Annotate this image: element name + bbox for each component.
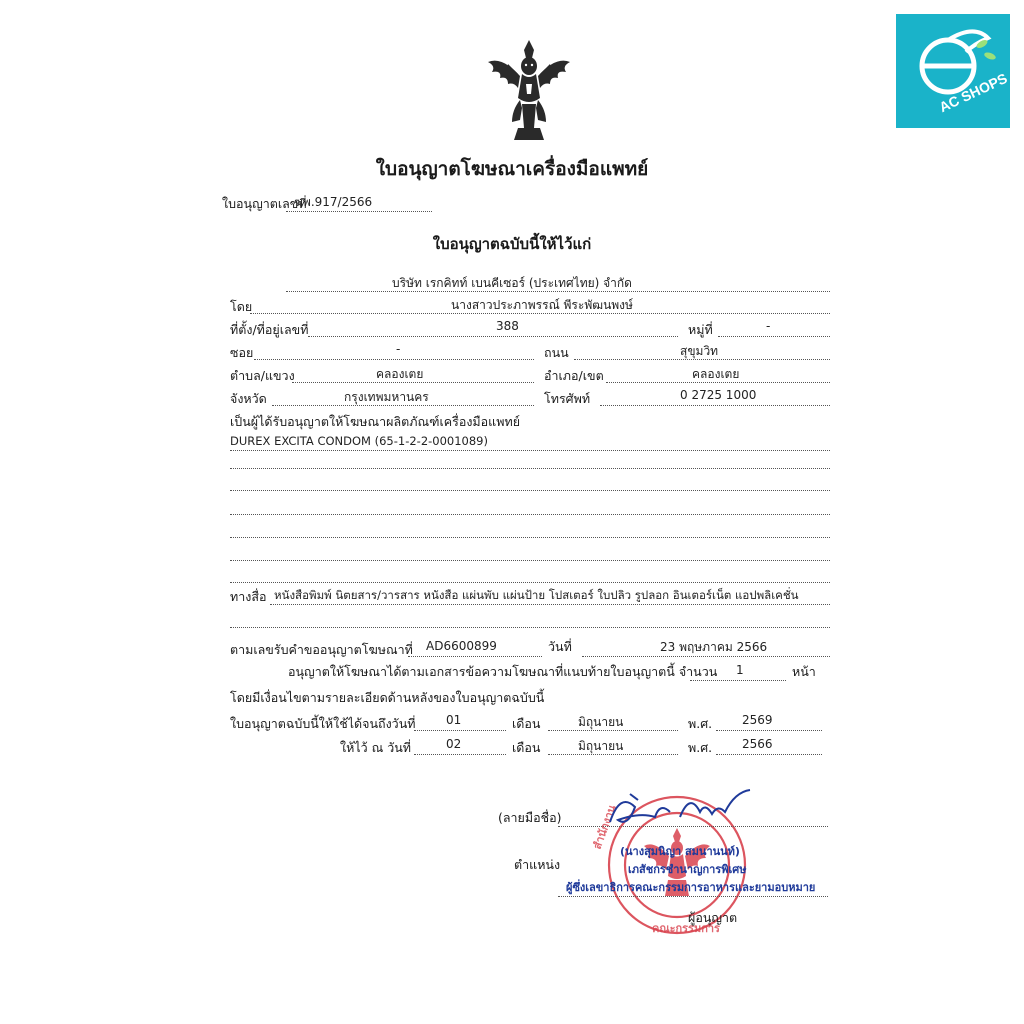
signer-name: (นางสุมนิญา สมนานนท์) bbox=[620, 845, 740, 858]
request-no: AD6600899 bbox=[426, 639, 497, 653]
valid-day: 01 bbox=[446, 713, 462, 727]
license-no-line bbox=[286, 211, 432, 212]
product-line-3 bbox=[230, 490, 830, 491]
licensor-label: ผู้อนุญาต bbox=[688, 910, 738, 925]
conditions-text: โดยมีเงื่อนไขตามรายละเอียดด้านหลังของใบอนุญาตฉบับนี้ bbox=[230, 690, 545, 705]
province-value: กรุงเทพมหานคร bbox=[344, 390, 429, 404]
license-no: ฆพ.917/2566 bbox=[294, 195, 373, 209]
request-date-label: วันที่ bbox=[548, 639, 572, 654]
product-line-6 bbox=[230, 560, 830, 561]
media-line bbox=[270, 604, 830, 605]
road-line bbox=[574, 359, 830, 360]
position-line2: ผู้ซึ่งเลขาธิการคณะกรรมการอาหารและยามอบหมาย bbox=[566, 881, 816, 894]
pages-unit: หน้า bbox=[792, 664, 816, 679]
position-label: ตำแหน่ง bbox=[514, 857, 561, 872]
issued-label: ให้ไว้ ณ วันที่ bbox=[340, 740, 411, 755]
subdistrict-label: ตำบล/แขวง bbox=[230, 368, 295, 383]
road-value: สุขุมวิท bbox=[680, 344, 719, 358]
permit-text: อนุญาตให้โฆษณาได้ตามเอกสารข้อความโฆษณาที่แนบท้ายใบอนุญาตนี้ จำนวน bbox=[288, 664, 718, 679]
by-value: นางสาวประภาพรรณ์ พีระพัฒนพงษ์ bbox=[451, 298, 633, 312]
signature-line bbox=[558, 826, 828, 827]
signature-label: (ลายมือชื่อ) bbox=[498, 810, 562, 825]
valid-label: ใบอนุญาตฉบับนี้ให้ใช้ได้จนถึงวันที่ bbox=[230, 716, 416, 731]
valid-year-line bbox=[716, 730, 822, 731]
position-line1: เภสัชกรชำนาญการพิเศษ bbox=[628, 863, 747, 876]
issued-year: 2566 bbox=[742, 737, 773, 751]
phone-label: โทรศัพท์ bbox=[544, 391, 591, 406]
company-name: บริษัท เรกคิทท์ เบนคีเซอร์ (ประเทศไทย) จำกัด bbox=[392, 276, 632, 290]
valid-day-line bbox=[414, 730, 506, 731]
ac-shops-logo-icon bbox=[896, 14, 1010, 128]
request-label: ตามเลขรับคำขออนุญาตโฆษณาที่ bbox=[230, 642, 413, 657]
moo-value: - bbox=[766, 319, 771, 333]
granted-to-heading: ใบอนุญาตฉบับนี้ให้ไว้แก่ bbox=[432, 235, 592, 253]
product-value: DUREX EXCITA CONDOM (65-1-2-2-0001089) bbox=[230, 434, 488, 448]
valid-month: มิถุนายน bbox=[578, 715, 624, 729]
address-value: 388 bbox=[496, 319, 519, 333]
signature-scribble-icon bbox=[600, 782, 760, 842]
issued-month-line bbox=[548, 754, 678, 755]
position-line bbox=[558, 896, 828, 897]
product-line-7 bbox=[230, 582, 830, 583]
license-no-label: ใบอนุญาตเลขที่ bbox=[222, 196, 307, 211]
garuda-emblem-icon bbox=[482, 36, 576, 146]
product-line-5 bbox=[230, 537, 830, 538]
address-line bbox=[308, 336, 678, 337]
brand-logo bbox=[896, 14, 1010, 128]
moo-label: หมู่ที่ bbox=[688, 322, 713, 337]
product-line-4 bbox=[230, 514, 830, 515]
by-line bbox=[250, 313, 830, 314]
request-date: 23 พฤษภาคม 2566 bbox=[660, 640, 768, 654]
brand-logo-text: AC SHOPS bbox=[936, 69, 1010, 116]
moo-line bbox=[718, 336, 830, 337]
media-line-2 bbox=[230, 627, 830, 628]
valid-year-label: พ.ศ. bbox=[688, 716, 713, 731]
issued-month: มิถุนายน bbox=[578, 739, 624, 753]
valid-year: 2569 bbox=[742, 713, 773, 727]
request-date-line bbox=[582, 656, 830, 657]
pages-count-line bbox=[690, 680, 786, 681]
soi-line bbox=[254, 359, 534, 360]
product-line-1 bbox=[230, 450, 830, 451]
province-label: จังหวัด bbox=[230, 391, 267, 406]
company-line bbox=[286, 291, 830, 292]
phone-value: 0 2725 1000 bbox=[680, 388, 757, 402]
media-value: หนังสือพิมพ์ นิตยสาร/วารสาร หนังสือ แผ่นพับ แผ่นป้าย โปสเตอร์ ใบปลิว รูปลอก อินเตอร์เน็ต แอปพลิเคชั่น bbox=[274, 588, 799, 602]
by-label: โดย bbox=[230, 299, 253, 314]
subdistrict-line bbox=[292, 382, 534, 383]
document-title: ใบอนุญาตโฆษณาเครื่องมือแพทย์ bbox=[375, 158, 649, 180]
issued-month-label: เดือน bbox=[512, 740, 541, 755]
issued-day-line bbox=[414, 754, 506, 755]
issued-year-label: พ.ศ. bbox=[688, 740, 713, 755]
province-line bbox=[272, 405, 534, 406]
district-line bbox=[606, 382, 830, 383]
media-label: ทางสื่อ bbox=[230, 589, 267, 604]
valid-month-label: เดือน bbox=[512, 716, 541, 731]
issued-day: 02 bbox=[446, 737, 462, 751]
address-label: ที่ตั้ง/ที่อยู่เลขที่ bbox=[230, 322, 309, 337]
road-label: ถนน bbox=[544, 345, 569, 360]
district-value: คลองเตย bbox=[692, 367, 740, 381]
svg-text:สำนักงาน: สำนักงาน bbox=[590, 803, 619, 852]
valid-month-line bbox=[548, 730, 678, 731]
request-no-line bbox=[408, 656, 542, 657]
soi-label: ซอย bbox=[230, 345, 254, 360]
issued-year-line bbox=[716, 754, 822, 755]
district-label: อำเภอ/เขต bbox=[544, 368, 604, 383]
product-intro: เป็นผู้ได้รับอนุญาตให้โฆษณาผลิตภัณฑ์เครื่องมือแพทย์ bbox=[230, 414, 521, 429]
soi-value: - bbox=[396, 342, 401, 356]
svg-text:คณะกรรมการ: คณะกรรมการ bbox=[652, 922, 720, 935]
subdistrict-value: คลองเตย bbox=[376, 367, 424, 381]
phone-line bbox=[600, 405, 830, 406]
pages-count: 1 bbox=[736, 663, 744, 677]
product-line-2 bbox=[230, 468, 830, 469]
